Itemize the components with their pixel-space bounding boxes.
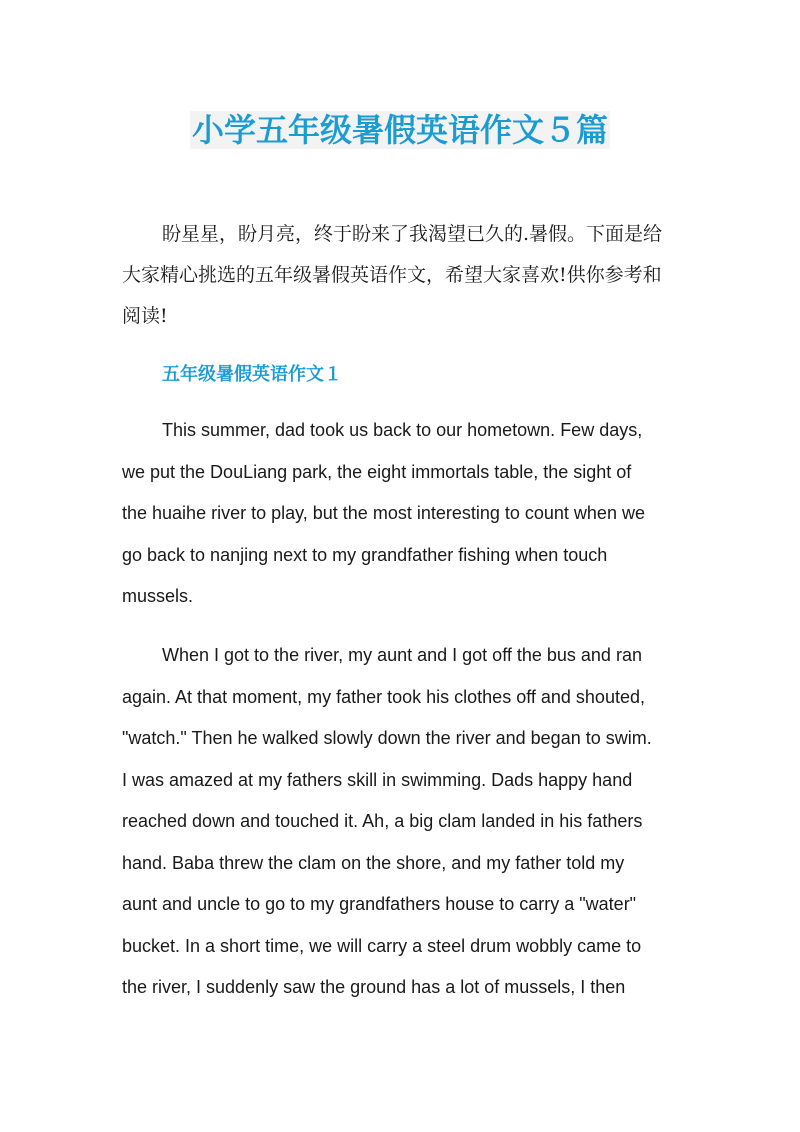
paragraph-line: bucket. In a short time, we will carry a steel drum wobbly came to: [122, 935, 642, 956]
section-heading: 五年级暑假英语作文１: [162, 364, 342, 385]
paragraph-line: When I got to the river, my aunt and I got off the bus and ran: [162, 645, 642, 665]
paragraph-line: I was amazed at my fathers skill in swimming. Dads happy hand: [122, 769, 633, 790]
paragraph-line: mussels.: [122, 586, 194, 606]
paragraph-line: aunt and uncle to go to my grandfathers house to carry a "water": [122, 894, 637, 914]
paragraph-line: again. At that moment, my father took his clothes off and shouted,: [122, 686, 645, 707]
paragraph-line: This summer, dad took us back to our hometown. Few days,: [162, 420, 643, 440]
document-title: [0, 106, 800, 154]
paragraph-line: we put the DouLiang park, the eight immortals table, the sight of: [122, 461, 632, 482]
document-title-text: 小学五年级暑假英语作文５篇: [191, 111, 608, 149]
paragraph-line: the river, I suddenly saw the ground has a lot of mussels, I then: [122, 977, 626, 997]
essay-paragraph-2: [122, 635, 682, 1009]
essay-paragraph-1: [122, 410, 682, 618]
paragraph-line: hand. Baba threw the clam on the shore, and my father told my: [122, 852, 625, 873]
paragraph-line: reached down and touched it. Ah, a big clam landed in his fathers: [122, 811, 643, 831]
paragraph-line: the huaihe river to play, but the most interesting to count when we: [122, 503, 645, 523]
intro-paragraph: 盼星星，盼月亮，终于盼来了我渴望已久的.暑假。下面是给大家精心挑选的五年级暑假英语作文，希望大家喜欢!供你参考和阅读!: [122, 223, 663, 327]
paragraph-line: "watch." Then he walked slowly down the river and began to swim.: [122, 728, 652, 748]
paragraph-line: go back to nanjing next to my grandfather fishing when touch: [122, 544, 608, 565]
